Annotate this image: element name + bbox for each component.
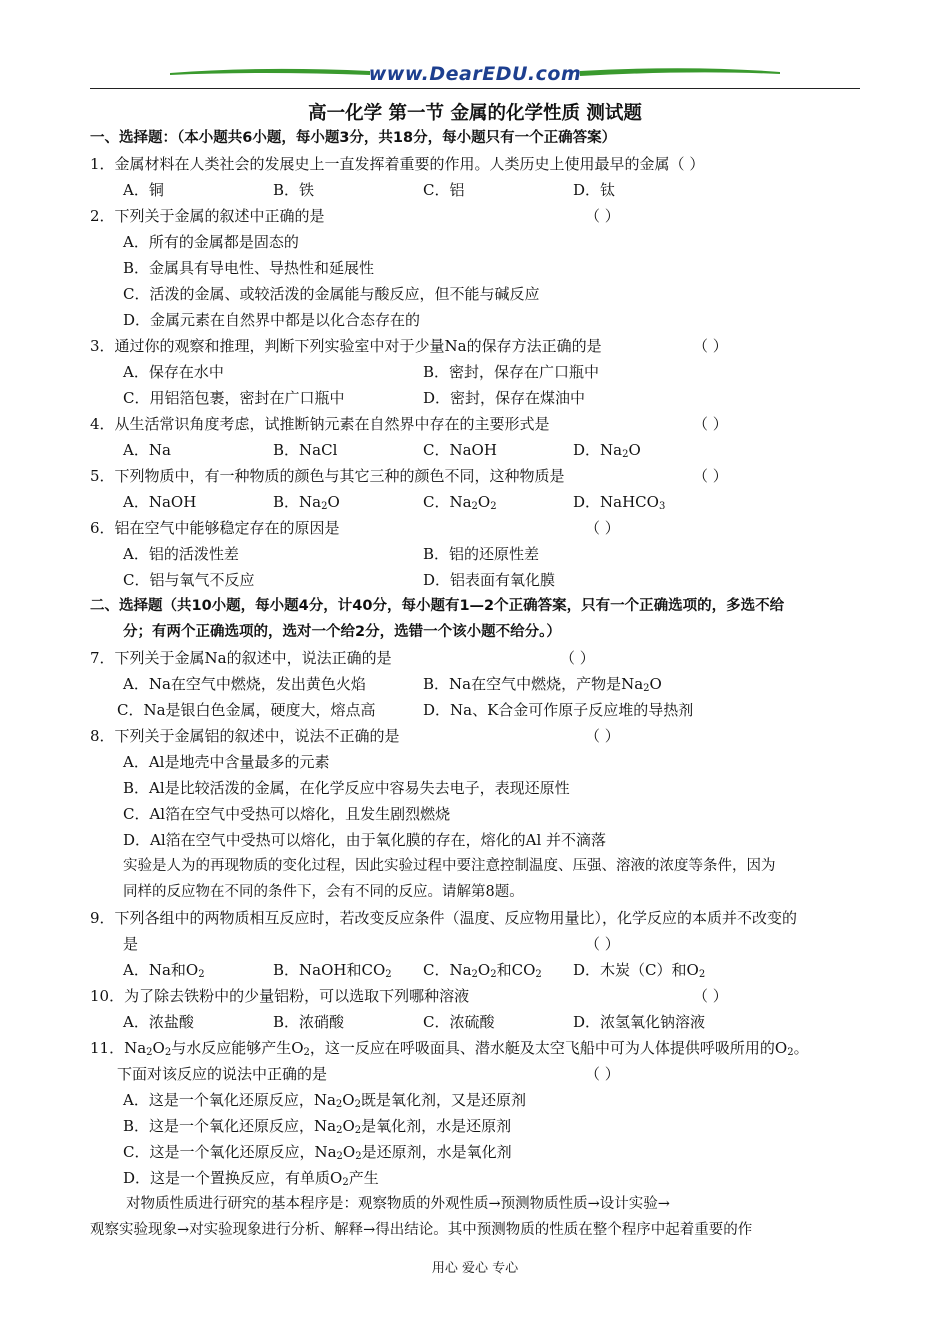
q2-stem: 2．下列关于金属的叙述中正确的是 — [90, 207, 325, 225]
q9-option-d: D．木炭（C）和$O_2$ — [573, 961, 706, 980]
note-2-line2: 观察实验现象→对实验现象进行分析、解释→得出结论。其中预测物质的性质在整个程序中起着重要的作 — [90, 1222, 753, 1238]
q7-option-c: C．Na是银白色金属，硬度大，熔点高 — [117, 701, 376, 719]
site-logo-banner — [170, 62, 780, 86]
q9-stem-line1: 9．下列各组中的两物质相互反应时，若改变反应条件（温度、反应物用量比），化学反应的本质并不改变的 — [90, 909, 798, 927]
question-list — [90, 125, 862, 1243]
q3-options-ab — [90, 359, 862, 385]
q1-options — [90, 177, 862, 203]
note-1-line1: 实验是人为的再现物质的变化过程，因此实验过程中要注意控制温度、压强、溶液的浓度等条件，因为 — [123, 858, 776, 874]
q10-option-a: A．浓盐酸 — [123, 1013, 194, 1031]
q7-answer-bracket: （ ） — [560, 649, 595, 667]
section-2-heading-line1: 二、选择题（共10小题，每小题4分，计40分，每小题有1—2个正确答案，只有一个正确选项的，多选不给 — [90, 598, 785, 614]
q6-answer-bracket: （ ） — [585, 519, 620, 537]
q11-option-a: A．这是一个氧化还原反应，$Na_2O_2$既是氧化剂，又是还原剂 — [123, 1091, 526, 1110]
q4-option-b: B．NaCl — [273, 441, 338, 459]
q4-option-a: A．Na — [123, 441, 171, 459]
q4-option-c: C．NaOH — [423, 441, 497, 459]
q11-option-d: D．这是一个置换反应，有单质$O_2$产生 — [123, 1169, 379, 1188]
q9-option-c: C．$Na_2O_2$和$CO_2$ — [423, 961, 542, 980]
q6-option-b: B．铝的还原性差 — [423, 545, 540, 563]
q1-stem: 1．金属材料在人类社会的发展史上一直发挥着重要的作用。人类历史上使用最早的金属（ ） — [90, 155, 705, 173]
q9-stem-line2: 是 — [123, 935, 139, 953]
q7-stem: 7．下列关于金属Na的叙述中，说法正确的是 — [90, 649, 392, 667]
page-title: 高一化学 第一节 金属的化学性质 测试题 — [308, 103, 642, 124]
q9-options — [90, 957, 862, 983]
q10-row — [90, 983, 862, 1009]
q8-stem: 8．下列关于金属铝的叙述中，说法不正确的是 — [90, 727, 400, 745]
q1-option-d: D．钛 — [573, 181, 616, 199]
q6-stem: 6．铝在空气中能够稳定存在的原因是 — [90, 519, 340, 537]
q2-row — [90, 203, 862, 229]
q7-row — [90, 645, 862, 671]
q4-row — [90, 411, 862, 437]
q1-option-b: B．铁 — [273, 181, 315, 199]
section-1-heading: 一、选择题：（本小题共6小题，每小题3分，共18分，每小题只有一个正确答案） — [90, 130, 617, 146]
q6-option-d: D．铝表面有氧化膜 — [423, 571, 556, 589]
q6-option-a: A．铝的活泼性差 — [123, 545, 239, 563]
q5-option-b: B．$Na_2O$ — [273, 493, 340, 512]
q9-option-b: B．NaOH和$CO_2$ — [273, 961, 392, 980]
q8-option-c: C．Al箔在空气中受热可以熔化，且发生剧烈燃烧 — [123, 805, 451, 823]
q10-stem: 10．为了除去铁粉中的少量铝粉，可以选取下列哪种溶液 — [90, 987, 470, 1005]
q7-options-cd — [90, 697, 862, 723]
q2-option-a: A．所有的金属都是固态的 — [123, 233, 299, 251]
q11-row — [90, 1061, 862, 1087]
q5-option-c: C．$Na_2O_2$ — [423, 493, 497, 512]
q9-row — [90, 931, 862, 957]
q3-option-c: C．用铝箔包裹，密封在广口瓶中 — [123, 389, 345, 407]
q2-option-b: B．金属具有导电性、导热性和延展性 — [123, 259, 375, 277]
q11-stem-line1: 11．$Na_2O_2$与水反应能够产生$O_2$，这一反应在呼吸面具、潜水艇及太空飞船中可为人体提供呼吸所用的$O_2$。 — [90, 1039, 809, 1058]
q6-options-ab — [90, 541, 862, 567]
q3-answer-bracket: （ ） — [693, 337, 728, 355]
q3-stem: 3．通过你的观察和推理，判断下列实验室中对于少量Na的保存方法正确的是 — [90, 337, 602, 355]
q10-option-c: C．浓硫酸 — [423, 1013, 495, 1031]
q5-option-a: A．NaOH — [123, 493, 197, 511]
section-2-heading-line2: 分；有两个正确选项的，选对一个给2分，选错一个该小题不给分。） — [123, 624, 561, 640]
header-rule — [90, 88, 860, 89]
note-2-line1: 对物质性质进行研究的基本程序是：观察物质的外观性质→预测物质性质→设计实验→ — [126, 1196, 670, 1212]
q7-option-a: A．Na在空气中燃烧，发出黄色火焰 — [123, 675, 366, 693]
q10-option-b: B．浓硝酸 — [273, 1013, 345, 1031]
q6-option-c: C．铝与氧气不反应 — [123, 571, 255, 589]
q9-option-a: A．Na和$O_2$ — [123, 961, 205, 980]
q8-row — [90, 723, 862, 749]
q5-row — [90, 463, 862, 489]
q1-option-a: A．铜 — [123, 181, 164, 199]
q11-option-b: B．这是一个氧化还原反应，$Na_2O_2$是氧化剂，水是还原剂 — [123, 1117, 512, 1136]
q5-answer-bracket: （ ） — [693, 467, 728, 485]
q7-option-d: D．Na、K合金可作原子反应堆的导热剂 — [423, 701, 694, 719]
q8-option-a: A．Al是地壳中含量最多的元素 — [123, 753, 330, 771]
q3-row — [90, 333, 862, 359]
q3-options-cd — [90, 385, 862, 411]
q6-row — [90, 515, 862, 541]
q2-option-c: C．活泼的金属、或较活泼的金属能与酸反应，但不能与碱反应 — [123, 285, 540, 303]
q3-option-b: B．密封，保存在广口瓶中 — [423, 363, 600, 381]
q6-options-cd — [90, 567, 862, 593]
q11-option-c: C．这是一个氧化还原反应，$Na_2O_2$是还原剂，水是氧化剂 — [123, 1143, 512, 1162]
q7-option-b: B．Na在空气中燃烧，产物是$Na_2O$ — [423, 675, 662, 694]
q10-option-d: D．浓氢氧化钠溶液 — [573, 1013, 706, 1031]
q2-option-d: D．金属元素在自然界中都是以化合态存在的 — [123, 311, 421, 329]
q11-answer-bracket: （ ） — [585, 1065, 620, 1083]
q5-options — [90, 489, 862, 515]
q5-option-d: D．NaHCO$_3$ — [573, 493, 666, 512]
q8-answer-bracket: （ ） — [585, 727, 620, 745]
q10-answer-bracket: （ ） — [693, 987, 728, 1005]
q4-answer-bracket: （ ） — [693, 415, 728, 433]
q8-option-d: D．Al箔在空气中受热可以熔化，由于氧化膜的存在，熔化的Al 并不滴落 — [123, 831, 607, 849]
q8-option-b: B．Al是比较活泼的金属，在化学反应中容易失去电子，表现还原性 — [123, 779, 570, 797]
q10-options — [90, 1009, 862, 1035]
page-footer: 用心 爱心 专心 — [431, 1261, 519, 1276]
q7-options-ab — [90, 671, 862, 697]
q4-stem: 4．从生活常识角度考虑，试推断钠元素在自然界中存在的主要形式是 — [90, 415, 550, 433]
q3-option-d: D．密封，保存在煤油中 — [423, 389, 586, 407]
note-1-line2: 同样的反应物在不同的条件下，会有不同的反应。请解第8题。 — [123, 884, 524, 900]
q9-answer-bracket: （ ） — [585, 935, 620, 953]
logo-text: www.DearEDU.com — [368, 63, 582, 85]
q5-stem: 5．下列物质中，有一种物质的颜色与其它三种的颜色不同，这种物质是 — [90, 467, 565, 485]
q4-option-d: D．$Na_2O$ — [573, 441, 641, 460]
q3-option-a: A．保存在水中 — [123, 363, 224, 381]
q11-stem-line2: 下面对该反应的说法中正确的是 — [117, 1065, 328, 1083]
q1-option-c: C．铝 — [423, 181, 465, 199]
q2-answer-bracket: （ ） — [585, 207, 620, 225]
q4-options — [90, 437, 862, 463]
